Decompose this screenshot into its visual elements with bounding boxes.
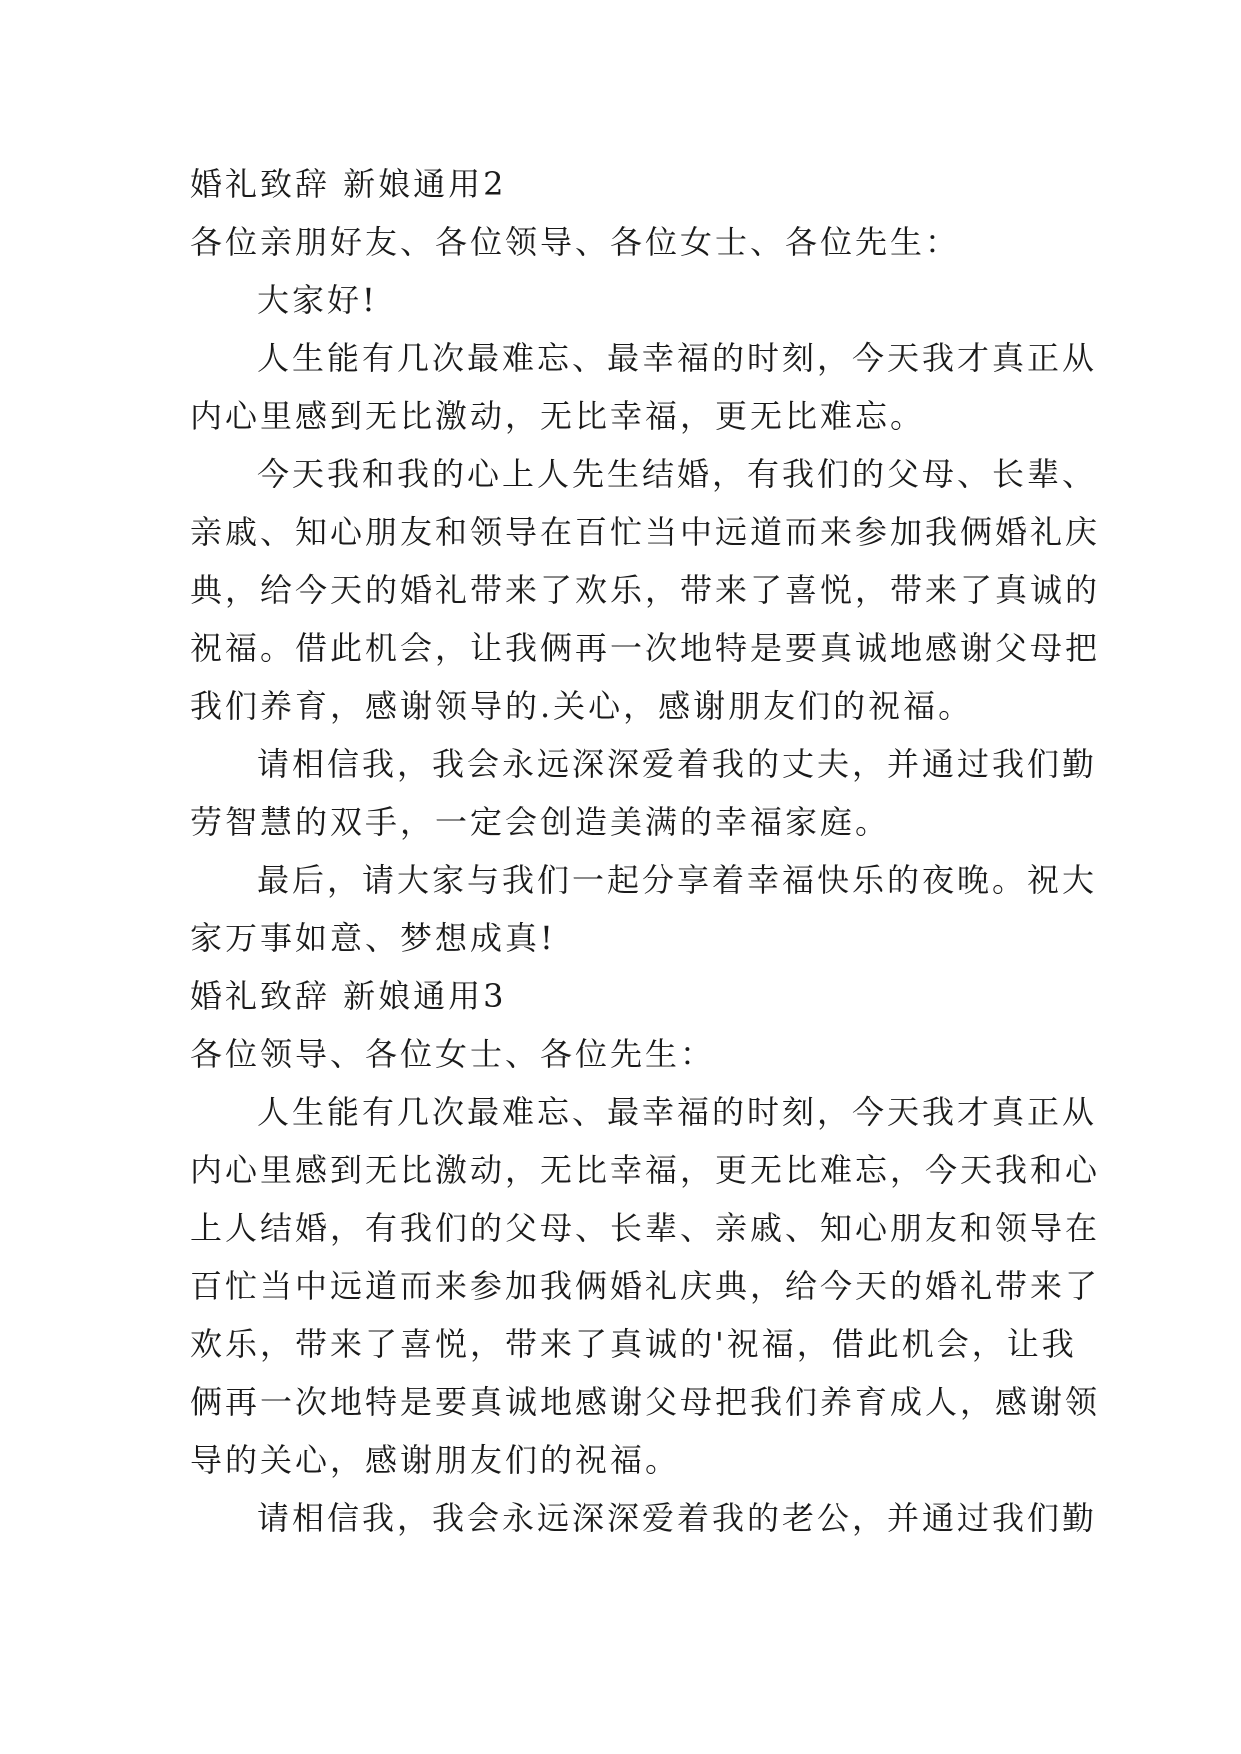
paragraph-line: 典，给今天的婚礼带来了欢乐，带来了喜悦，带来了真诚的 — [190, 571, 1101, 609]
paragraph-line: 欢乐，带来了喜悦，带来了真诚的'祝福，借此机会，让我 — [190, 1325, 1077, 1363]
section-heading: 婚礼致辞 新娘通用3 — [190, 977, 507, 1015]
paragraph-line: 内心里感到无比激动，无比幸福，更无比难忘。 — [190, 397, 926, 435]
salutation: 各位亲朋好友、各位领导、各位女士、各位先生： — [190, 223, 961, 261]
paragraph-line: 人生能有几次最难忘、最幸福的时刻，今天我才真正从 — [257, 1093, 1098, 1131]
paragraph-line: 俩再一次地特是要真诚地感谢父母把我们养育成人，感谢领 — [190, 1383, 1101, 1421]
paragraph-line: 百忙当中远道而来参加我俩婚礼庆典，给今天的婚礼带来了 — [190, 1267, 1101, 1305]
paragraph-line: 内心里感到无比激动，无比幸福，更无比难忘，今天我和心 — [190, 1151, 1101, 1189]
paragraph-line: 亲戚、知心朋友和领导在百忙当中远道而来参加我俩婚礼庆 — [190, 513, 1101, 551]
paragraph-line: 请相信我，我会永远深深爱着我的老公，并通过我们勤 — [257, 1499, 1098, 1537]
paragraph-line: 导的关心，感谢朋友们的祝福。 — [190, 1441, 681, 1479]
salutation: 各位领导、各位女士、各位先生： — [190, 1035, 716, 1073]
paragraph-line: 我们养育，感谢领导的.关心，感谢朋友们的祝福。 — [190, 687, 974, 725]
greeting: 大家好! — [257, 281, 378, 319]
paragraph-line: 上人结婚，有我们的父母、长辈、亲戚、知心朋友和领导在 — [190, 1209, 1101, 1247]
paragraph-line: 人生能有几次最难忘、最幸福的时刻，今天我才真正从 — [257, 339, 1098, 377]
paragraph-line: 家万事如意、梦想成真! — [190, 919, 556, 957]
paragraph-line: 祝福。借此机会，让我俩再一次地特是要真诚地感谢父母把 — [190, 629, 1101, 667]
paragraph-line: 今天我和我的心上人先生结婚，有我们的父母、长辈、 — [257, 455, 1098, 493]
paragraph-line: 劳智慧的双手，一定会创造美满的幸福家庭。 — [190, 803, 891, 841]
paragraph-line: 最后，请大家与我们一起分享着幸福快乐的夜晚。祝大 — [257, 861, 1098, 899]
section-heading: 婚礼致辞 新娘通用2 — [190, 165, 507, 203]
paragraph-line: 请相信我，我会永远深深爱着我的丈夫，并通过我们勤 — [257, 745, 1098, 783]
